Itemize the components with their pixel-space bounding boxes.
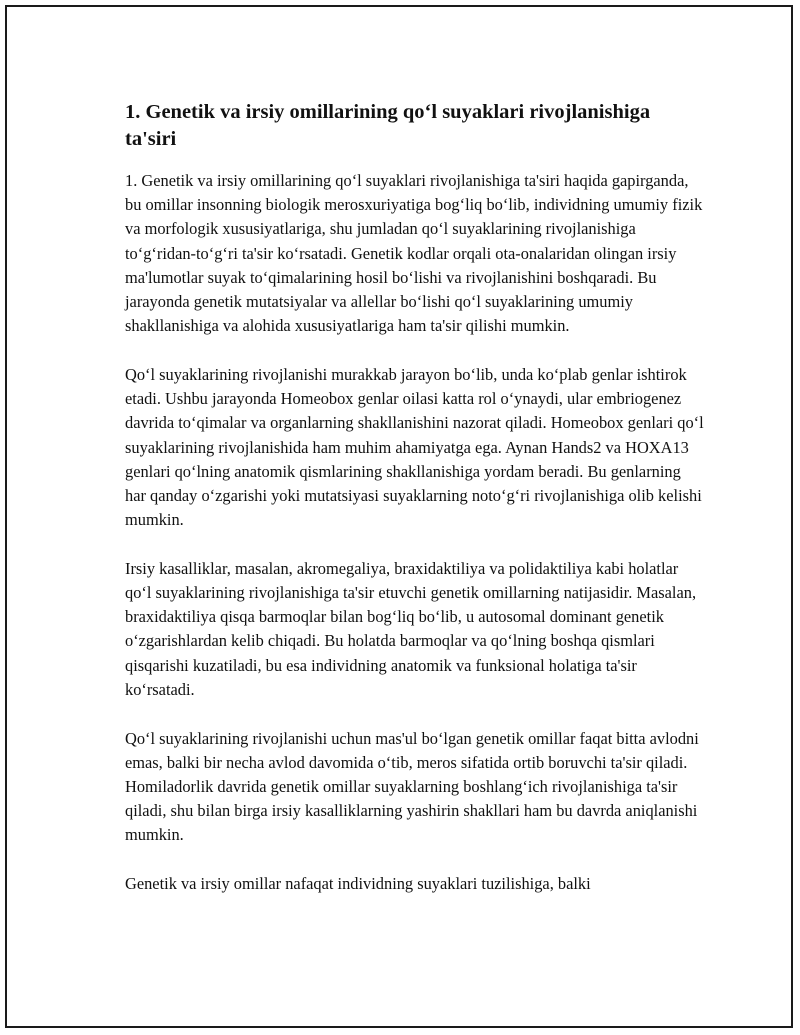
paragraph-3: Irsiy kasalliklar, masalan, akromegaliya, braxidaktiliya va polidaktiliya kabi holatlar qo‘l suyaklarining rivojlanishiga ta'sir etuvchi genetik omillarning natijasidir. Masalan, braxidaktiliya qisqa barmoqlar bilan bog‘liq bo‘lib, u autosomal dominant genetik o‘zgarishlardan kelib chiqadi. Bu holatda barmoqlar va qo‘lning boshqa qismlari qisqarishi kuzatiladi, bu esa individning anatomik va funksional holatiga ta'sir ko‘rsatadi.	[125, 558, 697, 699]
document-body	[125, 99, 705, 921]
paragraph-5: Genetik va irsiy omillar nafaqat individning suyaklari tuzilishiga, balki	[125, 874, 591, 894]
document-title: 1. Genetik va irsiy omillarining qo‘l suyaklari rivojlanishiga ta'siri	[125, 101, 651, 150]
paragraph-4: Qo‘l suyaklarining rivojlanishi uchun mas'ul bo‘lgan genetik omillar faqat bitta avlodni emas, balki bir necha avlod davomida o‘tib, meros sifatida ortib boruvchi ta'sir qiladi. Homiladorlik davrida genetik omillar suyaklarning boshlang‘ich rivojlanishiga ta'sir qiladi, shu bilan birga irsiy kasalliklarning yashirin shakllari ham bu davrda aniqlanishi mumkin.	[125, 728, 699, 845]
page-frame	[5, 5, 793, 1028]
paragraph-1: 1. Genetik va irsiy omillarining qo‘l suyaklari rivojlanishiga ta'siri haqida gapirganda, bu omillar insonning biologik merosxuriyatiga bog‘liq bo‘lib, individning umumiy fizik va morfologik xususiyatlariga, shu jumladan qo‘l suyaklarining rivojlanishiga to‘g‘ridan-to‘g‘ri ta'sir ko‘rsatadi. Genetik kodlar orqali ota-onalaridan olingan irsiy ma'lumotlar suyak to‘qimalarining hosil bo‘lishi va rivojlanishini boshqaradi. Bu jarayonda genetik mutatsiyalar va allellar bo‘lishi qo‘l suyaklarining umumiy shakllanishiga va alohida xususiyatlariga ham ta'sir qilishi mumkin.	[125, 171, 703, 336]
paragraph-2: Qo‘l suyaklarining rivojlanishi murakkab jarayon bo‘lib, unda ko‘plab genlar ishtirok etadi. Ushbu jarayonda Homeobox genlar oilasi katta rol o‘ynaydi, ular embriogenez davrida to‘qimalar va organlarning shakllanishini nazorat qiladi. Homeobox genlari qo‘l suyaklarining rivojlanishida ham muhim ahamiyatga ega. Aynan Hands2 va HOXA13 genlari qo‘lning anatomik qismlarining shakllanishiga yordam beradi. Bu genlarning har qanday o‘zgarishi yoki mutatsiyasi suyaklarning noto‘g‘ri rivojlanishiga olib kelishi mumkin.	[125, 364, 704, 530]
